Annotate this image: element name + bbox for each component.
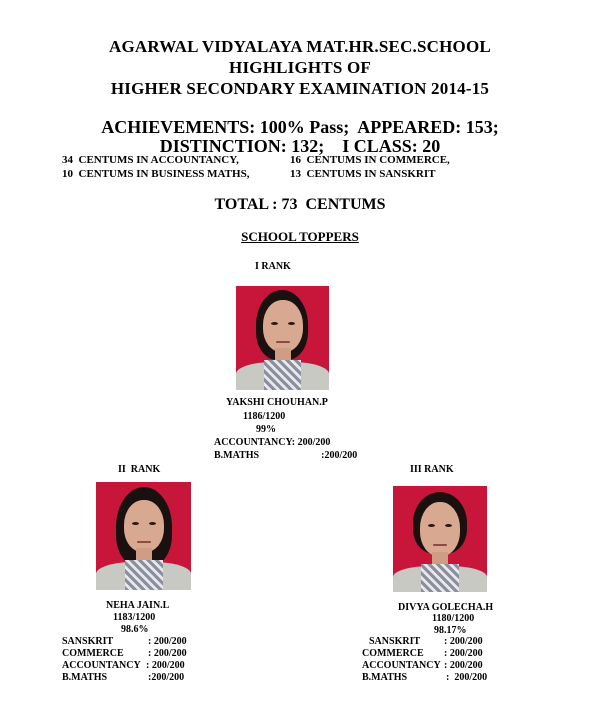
rank3-subject-label: SANSKRIT xyxy=(369,636,421,647)
rank1-subject: ACCOUNTANCY: 200/200 xyxy=(214,437,331,448)
exam-title: HIGHER SECONDARY EXAMINATION 2014-15 xyxy=(110,79,490,98)
rank2-photo xyxy=(96,482,191,590)
rank3-marks: 1180/1200 xyxy=(432,613,475,624)
rank2-percent: 98.6% xyxy=(121,624,149,635)
rank2-subject-label: ACCOUNTANCY xyxy=(62,660,141,671)
distinction-line: DISTINCTION: 132; I CLASS: 20 xyxy=(159,136,441,156)
rank3-photo xyxy=(393,486,487,592)
highlights-title: HIGHLIGHTS OF xyxy=(229,58,371,77)
rank3-percent: 98.17% xyxy=(434,625,467,636)
rank1-name: YAKSHI CHOUHAN.P xyxy=(226,397,328,408)
achievements-line: ACHIEVEMENTS: 100% Pass; APPEARED: 153; xyxy=(101,117,499,137)
rank3-subject-label: COMMERCE xyxy=(362,648,424,659)
rank2-subject-score: : 200/200 xyxy=(146,660,185,671)
rank3-subject-score: : 200/200 xyxy=(444,648,483,659)
centums-commerce: 16 CENTUMS IN COMMERCE, xyxy=(290,154,450,166)
centums-accountancy: 34 CENTUMS IN ACCOUNTANCY, xyxy=(62,154,239,166)
total-centums: TOTAL : 73 CENTUMS xyxy=(214,196,386,213)
rank2-subject-label: SANSKRIT xyxy=(62,636,114,647)
rank1-subject: B.MATHS :200/200 xyxy=(214,450,358,461)
rank1-percent: 99% xyxy=(256,424,276,435)
rank3-subject-label: ACCOUNTANCY xyxy=(362,660,441,671)
rank3-label: III RANK xyxy=(410,464,454,475)
rank2-subject-label: B.MATHS xyxy=(62,672,108,683)
rank1-marks: 1186/1200 xyxy=(243,411,286,422)
school-name: AGARWAL VIDYALAYA MAT.HR.SEC.SCHOOL xyxy=(109,37,491,56)
rank3-subject-score: : 200/200 xyxy=(446,672,488,683)
rank2-subject-score: : 200/200 xyxy=(148,636,187,647)
centums-sanskrit: 13 CENTUMS IN SANSKRIT xyxy=(290,168,436,180)
rank1-photo xyxy=(236,286,329,390)
rank1-label: I RANK xyxy=(255,261,291,272)
centums-business-maths: 10 CENTUMS IN BUSINESS MATHS, xyxy=(62,168,250,180)
rank3-subject-score: : 200/200 xyxy=(444,636,483,647)
school-toppers-heading: SCHOOL TOPPERS xyxy=(241,229,359,244)
rank3-subject-score: : 200/200 xyxy=(444,660,483,671)
rank2-subject-score: : 200/200 xyxy=(148,648,187,659)
rank2-label: II RANK xyxy=(118,464,161,475)
rank2-subject-label: COMMERCE xyxy=(62,648,124,659)
rank3-subject-label: B.MATHS xyxy=(362,672,408,683)
rank2-name: NEHA JAIN.L xyxy=(106,600,170,611)
rank3-name: DIVYA GOLECHA.H xyxy=(398,602,494,613)
rank2-subject-score: :200/200 xyxy=(148,672,185,683)
rank2-marks: 1183/1200 xyxy=(113,612,156,623)
